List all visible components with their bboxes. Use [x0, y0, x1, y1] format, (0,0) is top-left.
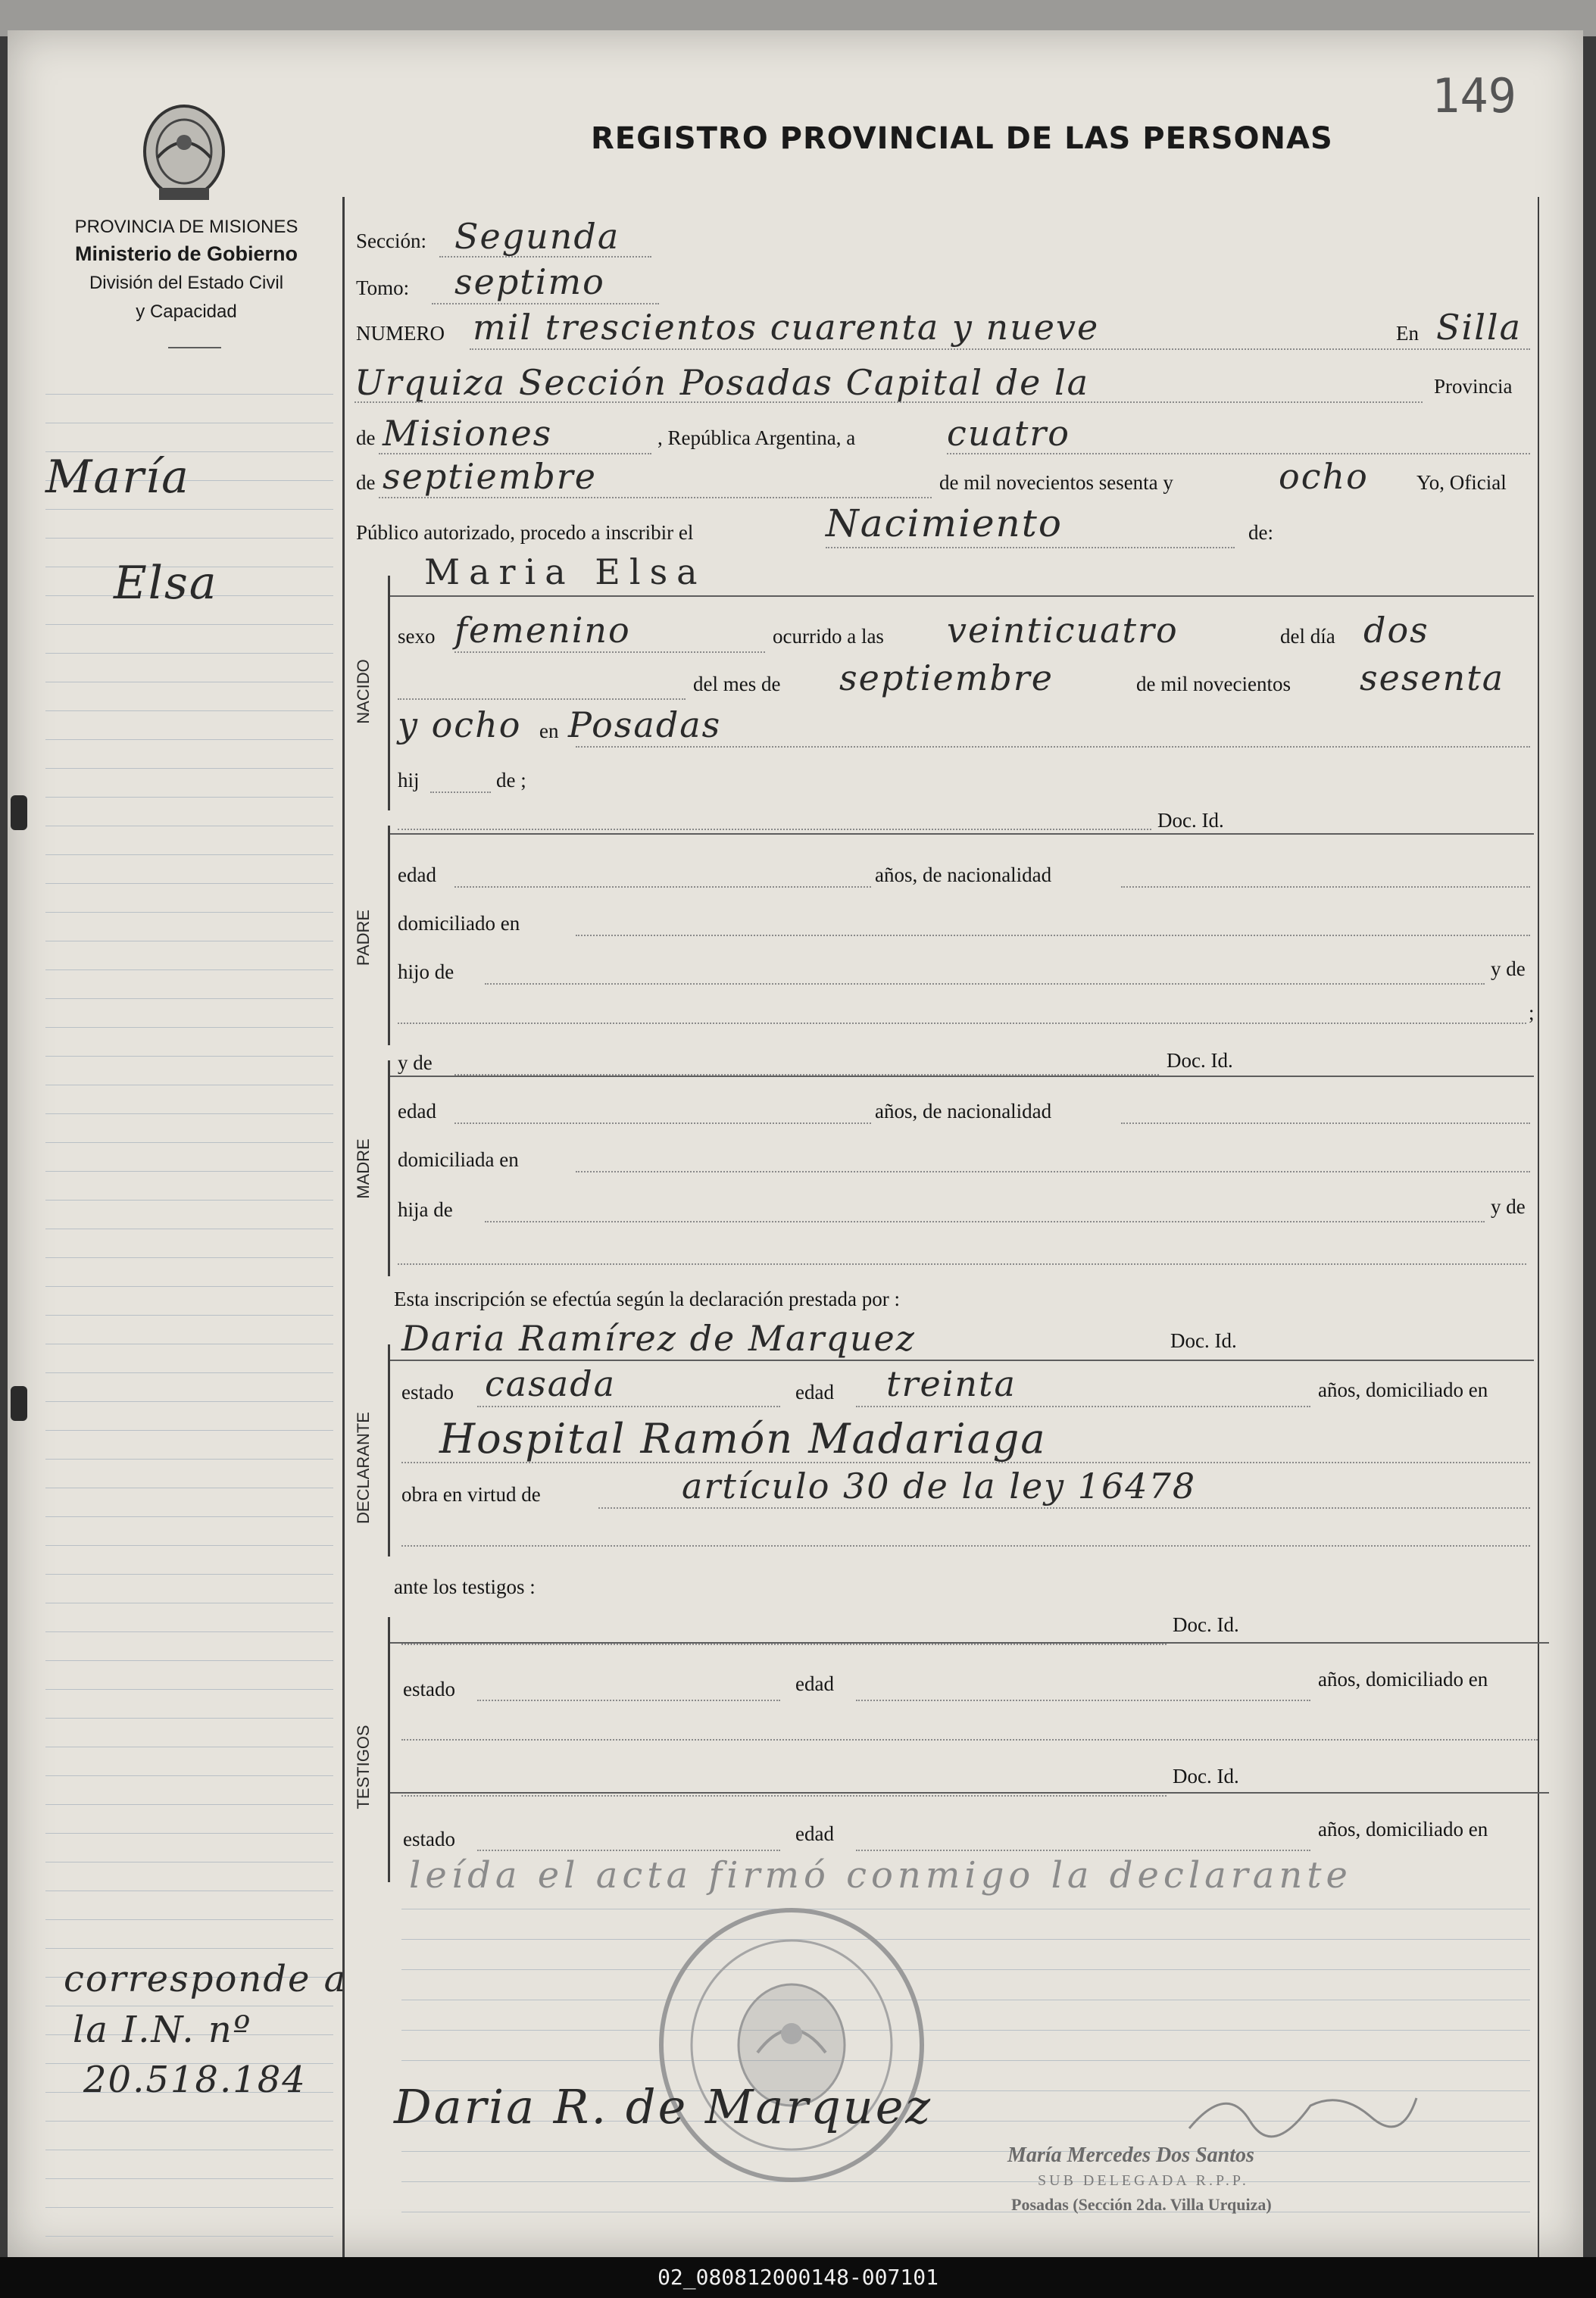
nacido-section-label: NACIDO	[354, 659, 373, 724]
seccion-label: Sección:	[356, 229, 426, 252]
binder-hole	[11, 795, 27, 830]
coat-of-arms-icon	[135, 97, 233, 211]
padre-anios-label: años, de nacionalidad	[875, 863, 1052, 886]
testigos-section-label: TESTIGOS	[354, 1725, 373, 1809]
declarante-nombre-value: Daria Ramírez de Marquez	[401, 1318, 916, 1359]
madre-edad-label: edad	[398, 1100, 436, 1122]
margin-rule-line	[45, 1689, 333, 1690]
padre-rule	[390, 833, 1534, 835]
declarante-doc-label: Doc. Id.	[1170, 1329, 1237, 1352]
testigo2-estado-line	[477, 1850, 780, 1851]
margin-rule-line	[45, 1430, 333, 1431]
de-label: de	[356, 426, 376, 449]
declarante-domicilio-value: Hospital Ramón Madariaga	[439, 1415, 1047, 1463]
madre-yde-label: y de	[398, 1051, 433, 1074]
declarante-edad-line	[856, 1406, 1310, 1407]
nombre-rule	[390, 595, 1534, 597]
tomo-value: septimo	[454, 261, 605, 302]
testigo1-estado-label: estado	[403, 1678, 455, 1700]
declarante-obra-value: artículo 30 de la ley 16478	[682, 1466, 1197, 1507]
declarante-domicilio-line	[401, 1462, 1530, 1463]
mes-value: septiembre	[383, 456, 597, 497]
margin-rule-line	[45, 1113, 333, 1114]
padre-hijo-label: hijo de	[398, 960, 454, 983]
body-rule-line	[401, 2060, 1530, 2061]
testigos-intro-label: ante los testigos :	[394, 1575, 536, 1598]
hij-de-label: de ;	[496, 769, 526, 791]
testigo1-doc-label: Doc. Id.	[1173, 1613, 1239, 1636]
official-name: María Mercedes Dos Santos	[1007, 2143, 1254, 2167]
madre-hija-line	[485, 1221, 1485, 1222]
de-value: Misiones	[383, 413, 553, 454]
header-ministry: Ministerio de Gobierno	[74, 242, 298, 265]
anio-value: ocho	[1279, 456, 1369, 497]
acto-line	[826, 547, 1235, 548]
tomo-line	[432, 303, 659, 304]
margin-rule-line	[45, 1372, 333, 1373]
madre-hija-label: hija de	[398, 1198, 453, 1221]
hij-line	[430, 791, 491, 793]
margin-rule-line	[45, 1171, 333, 1172]
acto-value: Nacimiento	[826, 501, 1063, 545]
margin-column-rule	[342, 197, 345, 2257]
margin-rule-line	[45, 1257, 333, 1258]
nacido-mes-value: septiembre	[839, 657, 1054, 698]
delmes-label: del mes de	[693, 673, 781, 695]
madre-edad-line	[454, 1122, 871, 1124]
margin-rule-line	[45, 710, 333, 711]
margin-name-first: María	[45, 451, 190, 504]
testigo2-estado-label: estado	[403, 1828, 455, 1850]
padre-name-line	[398, 829, 1151, 830]
margin-rule-line	[45, 394, 333, 395]
margin-rule-line	[45, 1574, 333, 1575]
margin-rule-line	[45, 2236, 333, 2237]
official-stamp-icon	[651, 1901, 932, 2189]
declarante-obra-line	[598, 1507, 1530, 1509]
margin-rule-line	[45, 1833, 333, 1834]
en-label: En	[1396, 322, 1419, 345]
testigo2-name-line	[401, 1795, 1167, 1797]
declarante-bracket	[388, 1344, 390, 1556]
nacido-anio-value: sesenta	[1360, 657, 1505, 698]
testigo1-name-line	[401, 1644, 1167, 1645]
testigo1-domicilio-line	[401, 1739, 1538, 1741]
nombre-value: Maria Elsa	[424, 551, 707, 592]
nacido-en-label: en	[539, 720, 559, 742]
declarante-estado-value: casada	[485, 1363, 617, 1404]
document-title: REGISTRO PROVINCIAL DE LAS PERSONAS	[591, 121, 1333, 156]
margin-rule-line	[45, 1948, 333, 1949]
body-rule-line	[401, 2030, 1530, 2031]
declarante-edad-value: treinta	[886, 1363, 1017, 1404]
sexo-label: sexo	[398, 625, 436, 648]
margin-note-line3: 20.518.184	[83, 2059, 307, 2101]
madre-yde2-label: y de	[1491, 1195, 1526, 1218]
tomo-label: Tomo:	[356, 276, 410, 299]
margin-rule-line	[45, 2121, 333, 2122]
numero-line	[470, 348, 1530, 350]
margin-rule-line	[45, 1718, 333, 1719]
declarante-estado-line	[477, 1406, 780, 1407]
ocurrido-label: ocurrido a las	[773, 625, 884, 648]
sexo-line	[454, 651, 765, 653]
margin-rule-line	[45, 1056, 333, 1057]
margin-rule-line	[45, 1631, 333, 1632]
margin-rule-line	[45, 538, 333, 539]
header-capacity: y Capacidad	[136, 301, 237, 322]
margin-rule-line	[45, 1142, 333, 1143]
de2-label: de	[356, 471, 376, 494]
margin-note-line2: la I.N. nº	[73, 2009, 252, 2051]
de-line	[379, 453, 651, 454]
margin-rule-line	[45, 1286, 333, 1287]
testigo1-edad-line	[856, 1700, 1310, 1701]
place-value: Urquiza Sección Posadas Capital de la	[354, 362, 1090, 403]
margin-rule-line	[45, 768, 333, 769]
madre-nac-line	[1121, 1122, 1530, 1124]
official-signature-scribble	[1182, 2075, 1424, 2143]
madre-anios-label: años, de nacionalidad	[875, 1100, 1052, 1122]
margin-rule-line	[45, 653, 333, 654]
seccion-line	[439, 256, 651, 258]
margin-rule-line	[45, 797, 333, 798]
place-line	[354, 401, 1423, 403]
padre-doc-label: Doc. Id.	[1157, 809, 1224, 832]
margin-rule-line	[45, 1775, 333, 1776]
de3-label: de:	[1248, 521, 1273, 544]
testigo2-edad-line	[856, 1850, 1310, 1851]
page-number: 149	[1432, 68, 1516, 123]
official-place: Posadas (Sección 2da. Villa Urquiza)	[1011, 2195, 1272, 2214]
body-rule-line	[401, 2181, 1530, 2182]
yo-oficial-label: Yo, Oficial	[1416, 471, 1507, 494]
testigo2-anios-label: años, domiciliado en	[1318, 1818, 1488, 1841]
margin-rule-line	[45, 969, 333, 970]
declarante-line-4	[401, 1545, 1530, 1547]
padre-line-4	[398, 1023, 1526, 1024]
margin-rule-line	[45, 2207, 333, 2208]
publico-label: Público autorizado, procedo a inscribir el	[356, 521, 694, 544]
margin-name-second: Elsa	[114, 557, 218, 610]
demil-label: de mil novecientos	[1136, 673, 1291, 695]
numero-label: NUMERO	[356, 322, 445, 345]
lugar-line	[576, 746, 1530, 748]
dia-line	[947, 453, 1530, 454]
madre-section-label: MADRE	[354, 1138, 373, 1199]
seccion-value: Segunda	[454, 216, 620, 257]
republica-label: , República Argentina, a	[657, 426, 856, 449]
madre-rule	[390, 1076, 1534, 1077]
testigos-bracket	[388, 1617, 390, 1882]
hij-label: hij	[398, 769, 420, 791]
margin-rule-line	[45, 1516, 333, 1517]
en-value: Silla	[1436, 307, 1523, 348]
nacido-anio2-value: y ocho	[398, 704, 522, 745]
body-rule-line	[401, 1969, 1530, 1970]
margin-rule-line	[45, 1200, 333, 1201]
margin-rule-line	[45, 912, 333, 913]
margin-rule-line	[45, 1315, 333, 1316]
madre-domicilio-label: domiciliada en	[398, 1148, 519, 1171]
margin-rule-line	[45, 1919, 333, 1920]
lugar-value: Posadas	[568, 704, 722, 745]
padre-nac-line	[1121, 886, 1530, 888]
anio-label: de mil novecientos sesenta y	[939, 471, 1173, 494]
declarante-estado-label: estado	[401, 1381, 454, 1403]
scan-id: 02_080812000148-007101	[657, 2265, 939, 2290]
closing-leida-value: leída el acta firmó conmigo la declarante	[409, 1854, 1352, 1897]
header-rule	[168, 347, 221, 348]
testigo2-doc-label: Doc. Id.	[1173, 1765, 1239, 1788]
madre-bracket	[388, 1060, 390, 1276]
margin-rule-line	[45, 2178, 333, 2179]
margin-note-line1: corresponde a	[64, 1958, 348, 2000]
right-edge-rule	[1538, 197, 1539, 2257]
margin-rule-line	[45, 739, 333, 740]
declarante-intro-label: Esta inscripción se efectúa según la declaración prestada por :	[394, 1288, 900, 1310]
sexo-value: femenino	[454, 610, 631, 651]
padre-hijo-line	[485, 983, 1485, 985]
testigo2-rule	[390, 1792, 1549, 1794]
margin-rule-line	[45, 1459, 333, 1460]
padre-section-label: PADRE	[354, 909, 373, 966]
testigo1-estado-line	[477, 1700, 780, 1701]
padre-semicolon: ;	[1529, 1001, 1535, 1024]
padre-domicilio-label: domiciliado en	[398, 912, 520, 935]
declarante-obra-label: obra en virtud de	[401, 1483, 541, 1506]
madre-line-4	[398, 1263, 1526, 1265]
declarante-signature: Daria R. de Marquez	[394, 2079, 933, 2134]
numero-value: mil trescientos cuarenta y nueve	[473, 307, 1100, 348]
header-province: PROVINCIA DE MISIONES	[74, 217, 298, 237]
binder-hole	[11, 1386, 27, 1421]
dia-value: cuatro	[947, 413, 1070, 454]
margin-rule-line	[45, 883, 333, 884]
madre-domicilio-line	[576, 1171, 1530, 1172]
declarante-section-label: DECLARANTE	[354, 1412, 373, 1524]
declarante-edad-label: edad	[795, 1381, 834, 1403]
padre-edad-label: edad	[398, 863, 436, 886]
testigo1-edad-label: edad	[795, 1672, 834, 1695]
margin-rule-line	[45, 624, 333, 625]
margin-rule-line	[45, 998, 333, 999]
padre-domicilio-line	[576, 935, 1530, 936]
declarante-anios-label: años, domiciliado en	[1318, 1378, 1488, 1401]
testigo1-rule	[390, 1642, 1549, 1644]
hora-value: veinticuatro	[947, 610, 1179, 651]
margin-rule-line	[45, 1401, 333, 1402]
padre-bracket	[388, 826, 390, 1045]
padre-yde-label: y de	[1491, 957, 1526, 980]
nacido-dia-value: dos	[1363, 610, 1429, 651]
deldia-label: del día	[1280, 625, 1335, 648]
margin-rule-line	[45, 1660, 333, 1661]
margin-rule-line	[45, 1545, 333, 1546]
nacido-bracket	[388, 576, 390, 810]
margin-rule-line	[45, 1027, 333, 1028]
margin-rule-line	[45, 1804, 333, 1805]
padre-edad-line	[454, 886, 871, 888]
provincia-label: Provincia	[1434, 375, 1513, 398]
header-division: División del Estado Civil	[89, 273, 284, 293]
declarante-rule	[390, 1360, 1534, 1361]
margin-rule-line	[45, 854, 333, 855]
mes-line	[379, 497, 932, 498]
body-rule-line	[401, 2151, 1530, 2152]
madre-doc-label: Doc. Id.	[1167, 1049, 1233, 1072]
testigo1-anios-label: años, domiciliado en	[1318, 1668, 1488, 1691]
margin-rule-line	[45, 509, 333, 510]
official-title: SUB DELEGADA R.P.P.	[1038, 2172, 1249, 2189]
body-rule-line	[401, 1939, 1530, 1940]
testigo2-edad-label: edad	[795, 1822, 834, 1845]
nacido-line-2	[398, 698, 686, 700]
